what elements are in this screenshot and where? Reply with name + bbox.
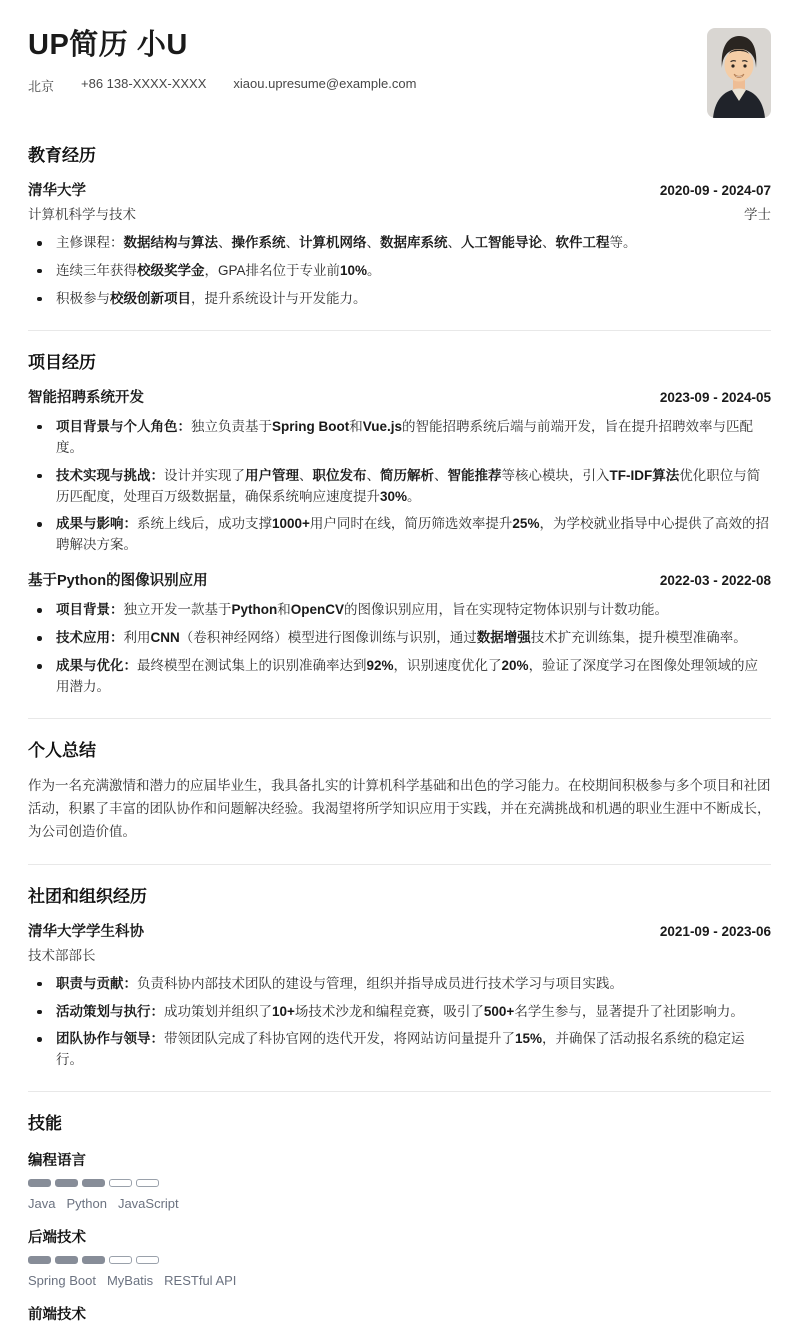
candidate-name: UP简历 小U <box>28 29 188 61</box>
skill-pill <box>82 1256 105 1264</box>
bullet-item: 技术应用：利用CNN（卷积神经网络）模型进行图像训练与识别，通过数据增强技术扩充训练集，提升模型准确率。 <box>28 628 771 649</box>
header-identity <box>28 28 707 95</box>
project-entry-head <box>28 569 771 590</box>
skill-tag: Python <box>66 1196 107 1212</box>
skill-tag: Java <box>28 1196 56 1212</box>
section-summary <box>28 719 771 844</box>
bullet-item: 成果与影响：系统上线后，成功支撑1000+用户同时在线，简历筛选效率提升25%，为学校就业指导中心提供了高效的招聘解决方案。 <box>28 514 771 556</box>
bullet-item: 连续三年获得校级奖学金，GPA排名位于专业前10%。 <box>28 261 771 282</box>
skill-pill <box>55 1256 78 1264</box>
skill-group-name: 后端技术 <box>28 1230 86 1247</box>
bullet-item: 项目背景与个人角色：独立负责基于Spring Boot和Vue.js的智能招聘系统后端与前端开发，旨在提升招聘效率与匹配度。 <box>28 417 771 459</box>
resume-header <box>28 28 771 118</box>
bullet-item: 成果与优化：最终模型在测试集上的识别准确率达到92%，识别速度优化了20%，验证了深度学习在图像处理领域的应用潜力。 <box>28 656 771 698</box>
education-entry-head <box>28 179 771 200</box>
skill-tag: MyBatis <box>106 1273 154 1289</box>
education-degree: 学士 <box>744 207 771 222</box>
project-name: 智能招聘系统开发 <box>28 389 144 406</box>
section-projects <box>28 331 771 698</box>
skill-pill <box>55 1179 78 1187</box>
summary-paragraph: 作为一名充满激情和潜力的应届毕业生，我具备扎实的计算机科学基础和出色的学习能力。在校期间积极参与多个项目和社团活动，积累了丰富的团队协作和问题解决经验。我渴望将所学知识应用于实践，并在充满挑战和机遇的职业生涯中不断成长，为公司创造价值。 <box>28 777 771 840</box>
organization-entry-sub <box>28 944 771 964</box>
summary-section-title: 个人总结 <box>28 740 96 760</box>
organization-date-range: 2021-09 - 2023-06 <box>659 923 771 939</box>
project-date-range: 2022-03 - 2022-08 <box>659 573 771 589</box>
school-name: 清华大学 <box>28 183 86 199</box>
contact-phone: +86 138-XXXX-XXXX <box>81 75 207 91</box>
profile-photo-illustration <box>707 28 771 118</box>
education-section-title: 教育经历 <box>28 146 96 165</box>
section-skills <box>28 1092 771 1324</box>
skill-group-name: 编程语言 <box>28 1153 86 1170</box>
organizations-section-title: 社团和组织经历 <box>28 886 147 906</box>
education-entry-sub <box>28 203 771 223</box>
bullet-item: 职责与贡献：负责科协内部技术团队的建设与管理，组织并指导成员进行技术学习与项目实践。 <box>28 974 771 995</box>
section-education <box>28 118 771 310</box>
organization-role: 技术部部长 <box>28 947 96 963</box>
project-name: 基于Python的图像识别应用 <box>28 573 208 590</box>
section-organizations <box>28 865 771 1072</box>
contact-email: xiaou.upresume@example.com <box>233 75 417 91</box>
skill-tag: Spring Boot <box>28 1273 96 1289</box>
organization-bullet-list <box>28 974 771 1072</box>
bullet-item: 项目背景：独立开发一款基于Python和OpenCV的图像识别应用，旨在实现特定物体识别与计数功能。 <box>28 600 771 621</box>
projects-section-title: 项目经历 <box>28 352 96 372</box>
skill-level-bar <box>28 1179 771 1187</box>
contact-row <box>28 76 707 95</box>
skill-pill <box>109 1179 132 1187</box>
skill-group <box>28 1303 771 1324</box>
education-major: 计算机科学与技术 <box>28 207 136 222</box>
skill-pill <box>28 1179 51 1187</box>
bullet-item: 主修课程：数据结构与算法、操作系统、计算机网络、数据库系统、人工智能导论、软件工程等。 <box>28 233 771 254</box>
education-bullet-list <box>28 233 771 310</box>
skill-group <box>28 1149 771 1211</box>
skill-pill <box>136 1179 159 1187</box>
skill-pill <box>82 1179 105 1187</box>
education-date-range: 2020-09 - 2024-07 <box>659 183 771 198</box>
bullet-item: 活动策划与执行：成功策划并组织了10+场技术沙龙和编程竞赛，吸引了500+名学生参与，显著提升了社团影响力。 <box>28 1002 771 1023</box>
bullet-item: 积极参与校级创新项目，提升系统设计与开发能力。 <box>28 289 771 310</box>
skill-tags <box>28 1196 771 1211</box>
skill-tags <box>28 1273 771 1288</box>
skills-section-title: 技能 <box>28 1114 62 1134</box>
bullet-item: 技术实现与挑战：设计并实现了用户管理、职位发布、简历解析、智能推荐等核心模块，引入TF-IDF算法优化职位与简历匹配度，处理百万级数据量，确保系统响应速度提升30%。 <box>28 466 771 508</box>
skill-pill <box>136 1256 159 1264</box>
project-entry <box>28 386 771 557</box>
skill-group-name: 前端技术 <box>28 1307 86 1324</box>
project-bullet-list <box>28 417 771 557</box>
skill-tag: JavaScript <box>117 1196 179 1212</box>
project-date-range: 2023-09 - 2024-05 <box>659 389 771 405</box>
project-entry-head <box>28 386 771 407</box>
organization-entry-head <box>28 920 771 941</box>
skill-pill <box>28 1256 51 1264</box>
skill-tag: RESTful API <box>164 1273 237 1289</box>
organization-name: 清华大学学生科协 <box>28 923 144 940</box>
project-bullet-list <box>28 600 771 698</box>
skill-group <box>28 1226 771 1288</box>
bullet-item: 团队协作与领导：带领团队完成了科协官网的迭代开发，将网站访问量提升了15%，并确保了活动报名系统的稳定运行。 <box>28 1029 771 1071</box>
contact-location: 北京 <box>28 78 55 94</box>
skill-pill <box>109 1256 132 1264</box>
profile-photo <box>707 28 771 118</box>
project-entry <box>28 569 771 698</box>
skill-level-bar <box>28 1256 771 1264</box>
